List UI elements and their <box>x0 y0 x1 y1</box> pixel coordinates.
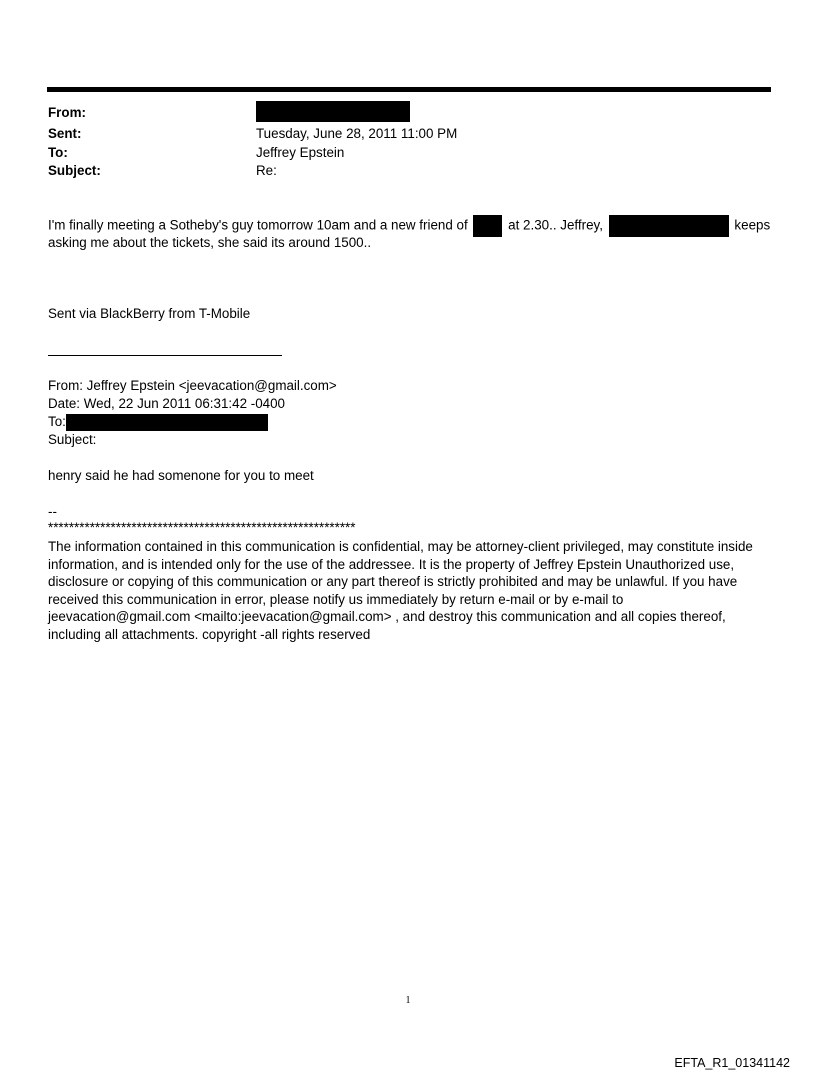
message-part-3: keeps <box>734 217 771 233</box>
from-label: From: <box>48 105 86 120</box>
message-line-2: asking me about the tickets, she said its around 1500.. <box>48 235 372 250</box>
page-number: 1 <box>405 995 411 1006</box>
to-label: To: <box>48 145 68 160</box>
sent-label: Sent: <box>48 126 82 141</box>
subject-value: Re: <box>256 163 277 178</box>
bates-number: EFTA_R1_01341142 <box>674 1056 790 1070</box>
message-part-1: I'm finally meeting a Sotheby's guy tomorrow 10am and a new friend of <box>48 217 468 233</box>
quoted-to-label: To: <box>48 414 66 429</box>
quoted-date: Date: Wed, 22 Jun 2011 06:31:42 -0400 <box>48 396 285 411</box>
header-rule <box>47 87 771 92</box>
signature-rule <box>48 355 282 356</box>
message-part-2: at 2.30.. Jeffrey, <box>508 217 603 233</box>
signature-dash: -- <box>48 504 57 519</box>
sent-value: Tuesday, June 28, 2011 11:00 PM <box>256 126 458 141</box>
to-value: Jeffrey Epstein <box>256 145 345 160</box>
quoted-to-row <box>48 413 778 431</box>
stars-line: *********************************************************** <box>48 520 356 535</box>
disclaimer-text: The information contained in this communication is confidential, may be attorney-client privileged, may constitute inside information, and is intended only for the use of the addressee. It is the property of Jeffrey Epstein Unauthorized use, disclosure or copying of this communication or any part thereof is strictly prohibited and may be unlawful. If you have received this communication in error, please notify us immediately by return e-mail or by e-mail to jeevacation@gmail.com <mailto:jeevacation@gmail.com> , and destroy this communication and all copies thereof, including all attachments. copyright -all rights reserved <box>48 539 753 642</box>
subject-label: Subject: <box>48 163 101 178</box>
quoted-subject: Subject: <box>48 432 97 447</box>
quoted-body: henry said he had somenone for you to meet <box>48 468 314 483</box>
quoted-from: From: Jeffrey Epstein <jeevacation@gmail.com> <box>48 378 337 393</box>
from-redaction <box>256 101 410 122</box>
signature-text: Sent via BlackBerry from T-Mobile <box>48 306 251 321</box>
redaction-box <box>66 414 268 431</box>
